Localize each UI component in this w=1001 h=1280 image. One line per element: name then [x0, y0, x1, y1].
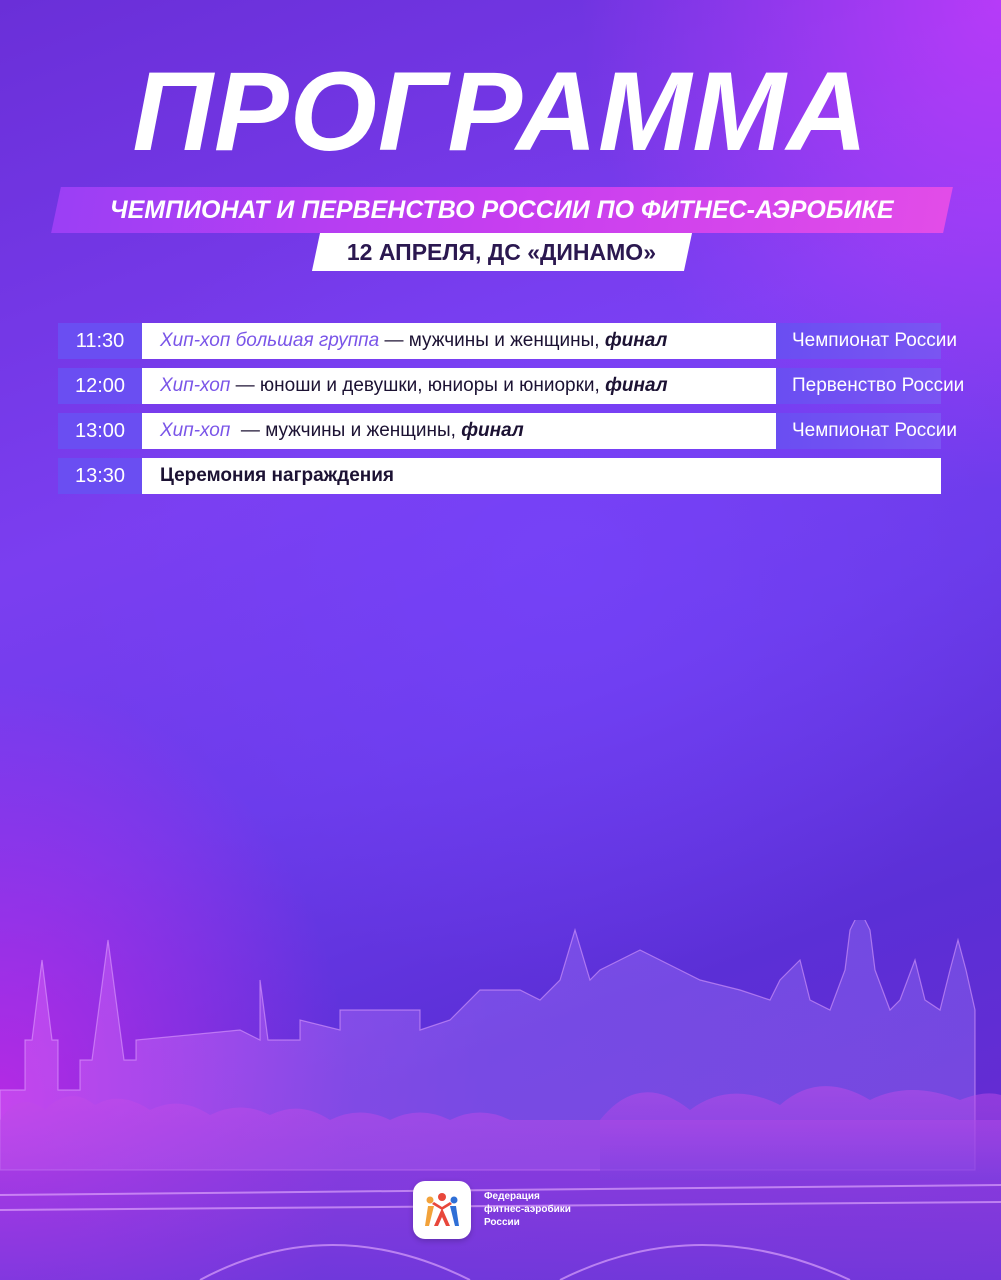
schedule-table	[58, 323, 965, 503]
event-stage: финал	[461, 420, 524, 441]
federation-name-line: фитнес-аэробики	[484, 1204, 571, 1215]
schedule-row	[58, 413, 958, 449]
federation-logo	[413, 1181, 471, 1239]
schedule-time: 12:00	[58, 368, 142, 404]
schedule-event	[142, 368, 776, 404]
schedule-event	[142, 323, 776, 359]
schedule-time: 13:30	[58, 458, 142, 494]
subtitle-banner	[51, 187, 953, 233]
federation-name	[484, 1190, 571, 1229]
date-venue-banner	[312, 233, 692, 271]
schedule-row	[58, 323, 958, 359]
event-separator: —	[379, 330, 409, 351]
event-category: юноши и девушки, юниоры и юниорки,	[259, 375, 606, 396]
event-discipline: Хип-хоп	[160, 375, 231, 396]
date-venue-text: 12 АПРЕЛЯ, ДС «ДИНАМО»	[347, 238, 657, 265]
schedule-event	[142, 413, 776, 449]
event-competition: Чемпионат России	[776, 413, 941, 449]
event-competition: Первенство России	[776, 368, 941, 404]
event-stage: финал	[604, 330, 668, 351]
schedule-time: 13:00	[58, 413, 142, 449]
event-discipline: Хип-хоп большая группа	[160, 330, 380, 351]
schedule-row	[58, 458, 941, 494]
event-category: мужчины и женщины,	[265, 420, 462, 441]
subtitle-text: ЧЕМПИОНАТ И ПЕРВЕНСТВО РОССИИ ПО ФИТНЕС-АЭРОБИКЕ	[110, 195, 894, 224]
event-separator: —	[230, 420, 266, 441]
event-category: мужчины и женщины,	[408, 330, 605, 351]
schedule-event	[142, 458, 941, 494]
federation-name-line: Федерация	[484, 1191, 540, 1202]
event-title: Церемония награждения	[160, 465, 395, 486]
schedule-time: 11:30	[58, 323, 142, 359]
federation-logo-icon	[422, 1190, 462, 1230]
page-title: ПРОГРАММА	[132, 49, 869, 174]
event-competition: Чемпионат России	[776, 323, 941, 359]
event-separator: —	[230, 375, 260, 396]
schedule-row	[58, 368, 965, 404]
federation-name-line: России	[484, 1217, 520, 1228]
event-discipline: Хип-хоп	[160, 420, 231, 441]
event-stage: финал	[605, 375, 668, 396]
